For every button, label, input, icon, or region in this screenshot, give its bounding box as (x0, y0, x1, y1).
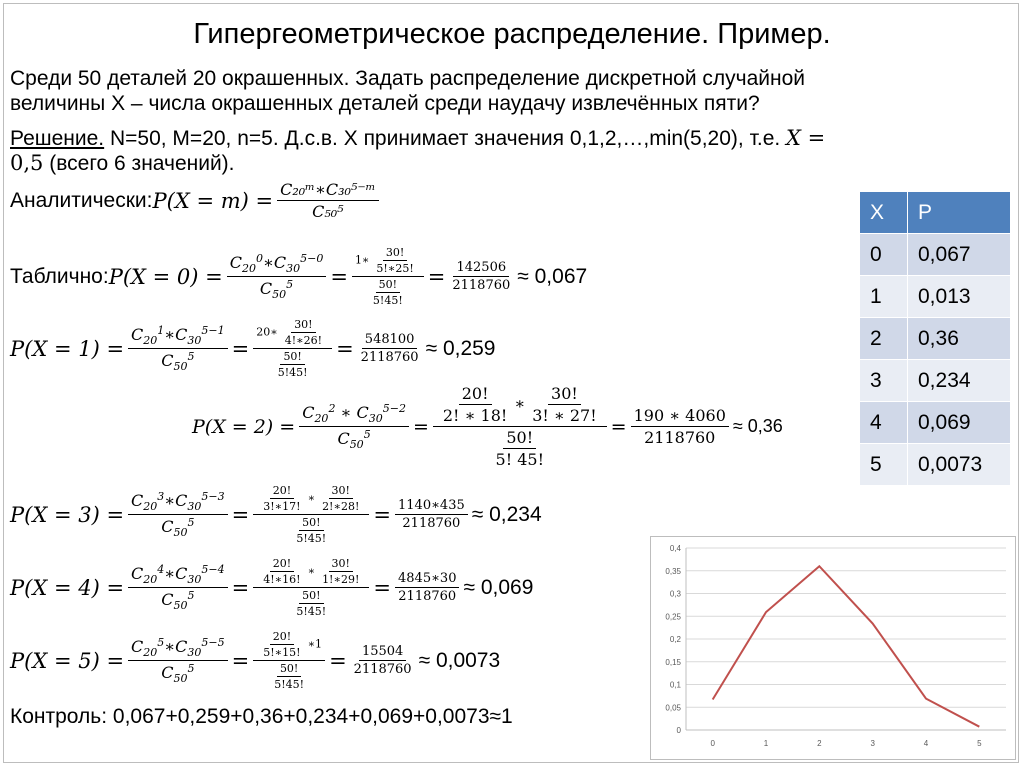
formula-p1: P(X = 1) = $\frac{C_{20}^1∗C_{30}^{5-1}}{C_{50}^5}$ = 20∗ $\frac{30!}{4!∗26!}$ $\frac{50!}{5!45!}$ = $\frac{548100}{2118760}$ ≈ 0,259 (10, 318, 496, 379)
fraction (277, 180, 379, 221)
solution-line-1 (10, 126, 825, 151)
y-tick-label: 0,3 (669, 589, 681, 599)
x-tick-label: 4 (923, 739, 929, 748)
p2-den-num: 50! (503, 428, 536, 449)
p2-approx: ≈ 0,36 (732, 416, 783, 436)
p4-comb-den: $C_{50}^5$ (161, 589, 195, 612)
solution-label: Решение. (10, 127, 105, 150)
p1-inner-num: 30! (291, 318, 315, 333)
table-row (860, 318, 1011, 360)
p0-inner-den: 5!∗25! (376, 262, 414, 275)
formula-analytic (10, 180, 383, 221)
p2-comb (299, 402, 409, 451)
p4-expand-den (286, 588, 336, 618)
p2-result (631, 406, 729, 447)
p2-a-num: 20! (459, 384, 492, 405)
distribution-chart (650, 536, 1016, 760)
p4-b-den: 1!∗29! (322, 573, 360, 586)
table-cell-p: 0,013 (908, 276, 1011, 318)
p2-b-den: 3! ∗ 27! (532, 406, 597, 425)
p4-a-den: 4!∗16! (263, 573, 301, 586)
p5-comb (128, 636, 228, 685)
p4-a-num: 20! (270, 557, 294, 572)
p2-result-num: 190 ∗ 4060 (631, 406, 729, 427)
p3-comb-num: $C_{20}^3∗C_{30}^{5-3}$ (128, 490, 228, 515)
table-cell-x: 0 (860, 234, 908, 276)
table-row (860, 444, 1011, 486)
p1-result (358, 332, 422, 365)
p4-expand-num: $\frac{20!}{4!∗16!}$ ∗ $\frac{30!}{1!∗29!}$ (253, 557, 369, 588)
p3-lhs: P(X = 3) = (10, 502, 125, 527)
p5-expand-num (253, 630, 325, 661)
p5-factor: ∗1 (307, 637, 323, 651)
solution-values: 0,5 (10, 151, 44, 175)
y-tick-label: 0,2 (669, 635, 681, 644)
chart-border (651, 537, 1016, 760)
p5-result (351, 644, 415, 677)
p5-expand (253, 630, 325, 691)
table-cell-p: 0,234 (908, 360, 1011, 402)
p3-comb (128, 490, 228, 539)
p0-inner (373, 246, 416, 275)
p1-inner-den: 4!∗26! (284, 334, 323, 347)
p0-approx: ≈ 0,067 (517, 264, 588, 288)
p2-b-num: 30! (548, 384, 581, 405)
formula-p4: P(X = 4) = $\frac{C_{20}^4∗C_{30}^{5-4}}{C_{50}^5}$ = $\frac{20!}{4!∗16!}$ ∗ $\frac{30!}{1!∗29!}$ $\frac{50!}{5!45!}$ = $\frac{4845∗30}{2118760}$ ≈ 0,069 (10, 557, 534, 618)
p4-approx: ≈ 0,069 (463, 575, 534, 599)
p0-comb (227, 252, 327, 301)
tabular-label: Таблично: (10, 264, 109, 288)
x-tick-label: 2 (817, 739, 822, 748)
p0-den-den: 5!45! (372, 294, 403, 307)
p1-approx: ≈ 0,259 (425, 336, 496, 360)
p2-comb-den: $C_{50}^5$ (337, 428, 371, 451)
p2-lhs: P(X = 2) = (192, 415, 296, 438)
p3-a-num: 20! (270, 484, 294, 499)
p4-result-den: 2118760 (398, 589, 457, 604)
p5-comb-den: $C_{50}^5$ (161, 662, 195, 685)
table-row (860, 402, 1011, 444)
y-tick-label: 0,35 (665, 566, 681, 576)
table-cell-x: 3 (860, 360, 908, 402)
intro-line-1: Среди 50 деталей 20 окрашенных. Задать распределение дискретной случайной (10, 67, 806, 90)
p0-expand-den (363, 277, 413, 307)
p3-expand-den (286, 515, 336, 545)
p1-expand-num (253, 318, 332, 349)
table-cell-p: 0,0073 (908, 444, 1011, 486)
p4-den-den: 5!45! (296, 605, 327, 618)
p4-den-num: 50! (299, 589, 323, 604)
table-row (860, 276, 1011, 318)
p1-result-num: 548100 (362, 332, 418, 349)
p0-expand (352, 246, 424, 307)
p0-expand-num (352, 246, 424, 277)
p0-result-den: 2118760 (452, 278, 511, 293)
p0-comb-num: $C_{20}^0∗C_{30}^{5-0}$ (227, 252, 327, 277)
p0-factor: 1∗ (354, 253, 370, 267)
p4-lhs: P(X = 4) = (10, 575, 125, 600)
p3-a (260, 484, 303, 513)
formula-p5: P(X = 5) = $\frac{C_{20}^5∗C_{30}^{5-5}}{C_{50}^5}$ = $\frac{20!}{5!∗15!}$ ∗1 $\frac{50!}{5!45!}$ = $\frac{15504}{2118760}$ ≈ 0,0073 (10, 630, 501, 691)
p4-b-num: 30! (329, 557, 353, 572)
formula-p0: Таблично: P(X = 0) = $\frac{C_{20}^0∗C_{30}^{5-0}}{C_{50}^5}$ = 1∗ $\frac{30!}{5!∗25!}$ $\frac{50!}{5!45!}$ = $\frac{142506}{2118760}$ ≈ 0,067 (10, 246, 588, 307)
solution-line-2 (10, 151, 235, 176)
p2-comb-num: $C_{20}^2$ ∗ $C_{30}^{5-2}$ (299, 402, 409, 427)
combination-numerator: C₂₀ᵐ∗C₃₀⁵⁻ᵐ (277, 180, 379, 201)
p0-comb-den: $C_{50}^5$ (259, 278, 294, 301)
distribution-table (859, 191, 1011, 486)
p0-den-frac (370, 278, 406, 307)
p2-b (529, 384, 599, 425)
p5-den-num: 50! (277, 662, 301, 677)
p1-result-den: 2118760 (360, 350, 419, 365)
p1-factor: 20∗ (256, 325, 278, 339)
p1-comb (128, 324, 228, 373)
p1-den-frac (275, 350, 311, 379)
p3-b-num: 30! (329, 484, 353, 499)
solution-count: (всего 6 значений). (43, 152, 235, 175)
table-cell-p: 0,36 (908, 318, 1011, 360)
formula-general-lhs: P(X = m) = (152, 188, 274, 213)
combination-denominator: C₅₀⁵ (312, 202, 344, 221)
p1-lhs: P(X = 1) = (10, 336, 125, 361)
y-tick-label: 0,25 (665, 612, 681, 622)
p5-comb-num: $C_{20}^5∗C_{30}^{5-5}$ (128, 636, 228, 661)
y-tick-label: 0,05 (665, 703, 681, 713)
x-tick-label: 3 (870, 739, 875, 748)
p2-expand (433, 384, 607, 469)
p1-expand-den (268, 349, 318, 379)
p3-expand (253, 484, 369, 545)
p1-comb-num: $C_{20}^1∗C_{30}^{5-1}$ (128, 324, 228, 349)
p4-comb (128, 563, 228, 612)
p3-expand-num: $\frac{20!}{3!∗17!}$ ∗ $\frac{30!}{2!∗28!}$ (253, 484, 369, 515)
p3-b-den: 2!∗28! (322, 500, 360, 513)
p0-result-num: 142506 (453, 260, 509, 277)
p4-result (395, 571, 459, 604)
p5-a-den: 5!∗15! (263, 646, 301, 659)
table-cell-x: 2 (860, 318, 908, 360)
x-tick-label: 0 (710, 739, 715, 748)
p2-den-den: 5! 45! (495, 450, 544, 469)
p5-a-num: 20! (270, 630, 294, 645)
p1-expand (253, 318, 332, 379)
p1-den-num: 50! (280, 350, 304, 365)
y-tick-label: 0,1 (669, 680, 681, 690)
solution-x: X = (786, 126, 826, 150)
formula-p2: P(X = 2) = $\frac{C_{20}^2 ∗ C_{30}^{5-2}}{C_{50}^5}$ = $\frac{20!}{2! ∗ 18!}$ ∗ $\frac{30!}{3! ∗ 27!}$ $\frac{50!}{5! 45!}$ = $\frac{190 ∗ 4060}{2118760}$ ≈ 0,36 (192, 384, 783, 469)
p3-den-den: 5!45! (296, 532, 327, 545)
y-tick-label: 0,15 (665, 657, 681, 667)
p1-den-den: 5!45! (277, 366, 308, 379)
p2-a-den: 2! ∗ 18! (442, 406, 508, 425)
p2-result-den: 2118760 (644, 428, 716, 447)
table-cell-x: 1 (860, 276, 908, 318)
x-tick-label: 1 (763, 739, 769, 748)
control-line: Контроль: 0,067+0,259+0,36+0,234+0,069+0,0073≈1 (10, 705, 513, 728)
table-cell-x: 5 (860, 444, 908, 486)
p5-approx: ≈ 0,0073 (418, 648, 501, 672)
table-header-x: X (860, 192, 908, 234)
p3-den-frac (293, 516, 329, 545)
p3-approx: ≈ 0,234 (471, 502, 542, 526)
p4-expand (253, 557, 369, 618)
intro-line-2: величины X – числа окрашенных деталей среди наудачу извлечённых пяти? (10, 92, 760, 115)
p5-den-frac (271, 662, 307, 691)
p5-result-den: 2118760 (353, 662, 412, 677)
p5-expand-den (264, 661, 314, 691)
p2-expand-num: $\frac{20!}{2! ∗ 18!}$ ∗ $\frac{30!}{3! ∗ 27!}$ (433, 384, 607, 427)
p0-inner-num: 30! (383, 246, 407, 261)
p3-b (319, 484, 362, 513)
solution-text: N=50, M=20, n=5. Д.с.в. X принимает значения 0,1,2,…,min(5,20), т.е. (104, 127, 787, 150)
p3-result-den: 2118760 (402, 516, 461, 531)
p2-den-frac (493, 428, 547, 469)
p5-den-den: 5!45! (274, 678, 305, 691)
p3-result-num: 1140∗435 (395, 498, 468, 515)
p3-comb-den: $C_{50}^5$ (161, 516, 195, 539)
p4-den-frac (293, 589, 329, 618)
p0-den-num: 50! (376, 278, 400, 293)
p5-lhs: P(X = 5) = (10, 648, 125, 673)
p0-result (449, 260, 513, 293)
table-header-p: P (908, 192, 1011, 234)
p2-expand-den (486, 427, 554, 469)
p1-inner (282, 318, 325, 347)
p3-result (395, 498, 468, 531)
p4-b (319, 557, 362, 586)
table-cell-p: 0,069 (908, 402, 1011, 444)
p1-comb-den: $C_{50}^5$ (161, 350, 195, 373)
p2-a (440, 384, 510, 425)
table-cell-p: 0,067 (908, 234, 1011, 276)
p3-a-den: 3!∗17! (263, 500, 301, 513)
formula-p3: P(X = 3) = $\frac{C_{20}^3∗C_{30}^{5-3}}{C_{50}^5}$ = $\frac{20!}{3!∗17!}$ ∗ $\frac{30!}{2!∗28!}$ $\frac{50!}{5!45!}$ = $\frac{1140∗435}{2118760}$ ≈ 0,234 (10, 484, 542, 545)
table-cell-x: 4 (860, 402, 908, 444)
p5-result-num: 15504 (359, 644, 406, 661)
p3-den-num: 50! (299, 516, 323, 531)
p4-result-num: 4845∗30 (395, 571, 459, 588)
page-title: Гипергеометрическое распределение. Пример. (193, 18, 831, 50)
analytic-label: Аналитически: (10, 188, 153, 212)
p5-a (260, 630, 303, 659)
table-row (860, 360, 1011, 402)
p0-lhs: P(X = 0) = (108, 264, 223, 289)
table-header-row (860, 192, 1011, 234)
x-tick-label: 5 (977, 739, 982, 748)
y-tick-label: 0 (676, 726, 681, 735)
p4-a (260, 557, 303, 586)
table-row (860, 234, 1011, 276)
p4-comb-num: $C_{20}^4∗C_{30}^{5-4}$ (128, 563, 228, 588)
y-tick-label: 0,4 (669, 544, 681, 553)
